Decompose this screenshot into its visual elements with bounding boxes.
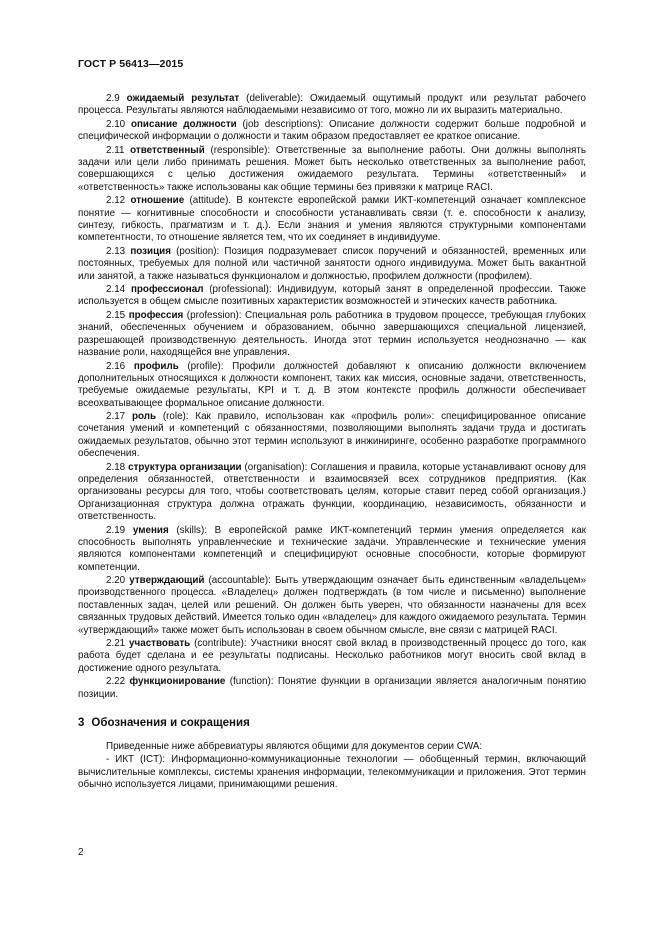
definition-term: ожидаемый результат bbox=[126, 93, 240, 104]
definition-text: (role): Как правило, использован как «профиль роли»: специфицированное описание сочетания умений и компетенций с обязанностями, позволяющими выполнять задачи труда и достигать ожидаемых результатов, обычно этот термин используют в инжиниринге, особенно разработке программного обеспечения. bbox=[78, 411, 586, 460]
definition-term: умения bbox=[132, 524, 169, 536]
definition-number: 2.11 bbox=[106, 144, 125, 156]
definition-term: отношение bbox=[130, 195, 185, 207]
definition-number: 2.21 bbox=[106, 638, 126, 650]
definition-term: профессия bbox=[128, 309, 184, 321]
definition-term: профессионал bbox=[130, 284, 204, 296]
definition-text: (profile): Профили должностей добавляют к описанию должности включением дополнительных относящихся к должности компонент, таких как миссия, основные задачи, ответственность, требуемые ожидаемые результаты, KPI и т. д. В этом контексте профиль должности обеспечивает всеохватывающее формальное описание должности. bbox=[78, 360, 586, 409]
definition-paragraph bbox=[78, 575, 586, 637]
section-paragraph: - ИКТ (ICT): Информационно-коммуникационные технологии — обобщенный термин, включающий вычислительные комплексы, системы хранения информации, телекоммуникации и приложения. Этот термин обычно используется лицами, принимающими решения. bbox=[78, 754, 586, 791]
page-number: 2 bbox=[78, 847, 84, 858]
definition-term: утверждающий bbox=[129, 575, 205, 587]
definition-term: позиция bbox=[130, 245, 171, 257]
definition-number: 2.10 bbox=[106, 118, 126, 130]
page-content bbox=[78, 93, 586, 793]
definition-paragraph bbox=[78, 462, 586, 524]
definition-number: 2.20 bbox=[106, 575, 126, 587]
definition-number: 2.12 bbox=[106, 195, 126, 207]
section-heading bbox=[78, 716, 586, 730]
definition-number: 2.9 bbox=[106, 93, 120, 104]
definition-text: (contribute): Участники вносят свой вклад в производственный процесс до того, как работа будет сделана и ее результаты подписаны. Несколько работников могут вносить свой вклад в достижение одного результата. bbox=[78, 638, 586, 674]
definition-number: 2.15 bbox=[106, 309, 126, 321]
definition-number: 2.17 bbox=[106, 411, 126, 423]
definition-paragraph bbox=[78, 525, 586, 574]
definition-number: 2.18 bbox=[106, 461, 126, 473]
definition-paragraph bbox=[78, 145, 586, 194]
section-title: Обозначения и сокращения bbox=[91, 716, 250, 729]
section-paragraph: Приведенные ниже аббревиатуры являются общими для документов серии CWA: bbox=[106, 740, 483, 752]
definition-term: профиль bbox=[133, 360, 179, 372]
definition-paragraph bbox=[78, 246, 586, 283]
definition-paragraph bbox=[78, 638, 586, 675]
definition-paragraph bbox=[78, 284, 586, 309]
definition-term: участвовать bbox=[129, 638, 191, 650]
definition-paragraph bbox=[78, 119, 586, 144]
definition-term: ответственный bbox=[130, 144, 205, 156]
definition-term: описание должности bbox=[130, 118, 237, 130]
definition-text: (job descriptions): Описание должности содержит больше подробной и специфической информации о должности и таким образом предоставляет ее краткое описание. bbox=[78, 118, 586, 143]
definition-text: (function): Понятие функции в организации является аналогичным понятию позиции. bbox=[78, 676, 586, 700]
definition-text: (deliverable): Ожидаемый ощутимый продукт или результат рабочего процесса. Результаты являются наблюдаемыми независимо от того, можно ли их выразить материально. bbox=[78, 93, 586, 117]
definition-text: (accountable): Быть утверждающим означает быть единственным «владельцем» производственного процесса. «Владелец» должен подтверждать (в том числе и письменно) выполнение поставленных задач, целей или решений. Он должен быть уверен, что обязанности назначены для всех связанных трудовых действий. Имеется только один «владелец» для каждого ожидаемого результата. Термин «утверждающий» также может быть использован в своем обычном смысле, вне связи с матрицей RACI. bbox=[78, 575, 586, 636]
definition-paragraph bbox=[78, 310, 586, 359]
definition-text: (professional): Индивидуум, который занят в определенной профессии. Также используется в общем смысле позитивных характеристик возможностей и этических качеств работника. bbox=[78, 284, 586, 308]
definition-text: (profession): Специальная роль работника в трудовом процессе, требующая глубоких знаний, обеспеченных обучением и образованием, обычно завершающихся специальной лицензией, разрешающей производственную деятельность. Иногда этот термин используется неоднозначно — как название роли, находящейся вне управления. bbox=[78, 309, 586, 358]
definition-term: структура организации bbox=[128, 461, 242, 473]
definition-number: 2.14 bbox=[106, 284, 126, 296]
definition-text: (responsible): Ответственные за выполнение работы. Они должны выполнять задачи или цели либо принимать решения. Может быть несколько ответственных за выполнение работ, совершающихся с целью достижения ожидаемого результата. Термины «ответственный» и «ответственность» также использованы как общие термины без привязки к матрице RACI. bbox=[78, 144, 586, 193]
definition-text: (attitude). В контексте европейской рамки ИКТ-компетенций означает комплексное понятие — когнитивные способности и способности устанавливать связи (т. е. способности к анализу, синтезу, гибкость, прагматизм и т. д.). Если знания и умения являются структурными компонентами компетентности, то отношение является тем, что их соединяет в индивидууме. bbox=[78, 195, 586, 244]
definition-text: (position): Позиция подразумевает список поручений и обязанностей, временных или постоянных, требуемых для полной или частичной занятости одного индивидуума. Может быть вакантной или занятой, а также называться функционалом и должностью, профилем должности (профилем). bbox=[78, 245, 586, 282]
definition-term: функционирование bbox=[129, 676, 226, 688]
definition-number: 2.16 bbox=[106, 360, 126, 372]
definition-paragraph bbox=[78, 195, 586, 244]
definition-paragraph bbox=[78, 361, 586, 410]
definition-number: 2.22 bbox=[106, 676, 126, 688]
definition-paragraph bbox=[78, 676, 586, 701]
definition-text: (organisation): Соглашения и правила, которые устанавливают основу для определения обязанностей, ответственности и взаимосвязей всех сотрудников предприятия. (Как организованы ресурсы для того, чтобы соответствовать целям, которые ставит перед собой организация.) Организационная структура должна отражать функции, координацию, независимость, обязанности и ответственность. bbox=[78, 461, 586, 523]
section-number: 3 bbox=[78, 716, 85, 729]
document-header: ГОСТ Р 56413—2015 bbox=[78, 58, 184, 70]
definition-number: 2.13 bbox=[106, 245, 126, 257]
definition-text: (skills): В европейской рамке ИКТ-компетенций термин умения определяется как способность выполнять управленческие и технические задачи. Управленческие и технические умения являются компонентами компетенций и специфицируют основные способности, которые формируют компетенции. bbox=[78, 524, 586, 573]
definition-number: 2.19 bbox=[106, 524, 126, 536]
definition-paragraph bbox=[78, 93, 586, 118]
definition-paragraph bbox=[78, 411, 586, 460]
definitions-list bbox=[78, 93, 586, 701]
definition-term: роль bbox=[131, 411, 157, 423]
